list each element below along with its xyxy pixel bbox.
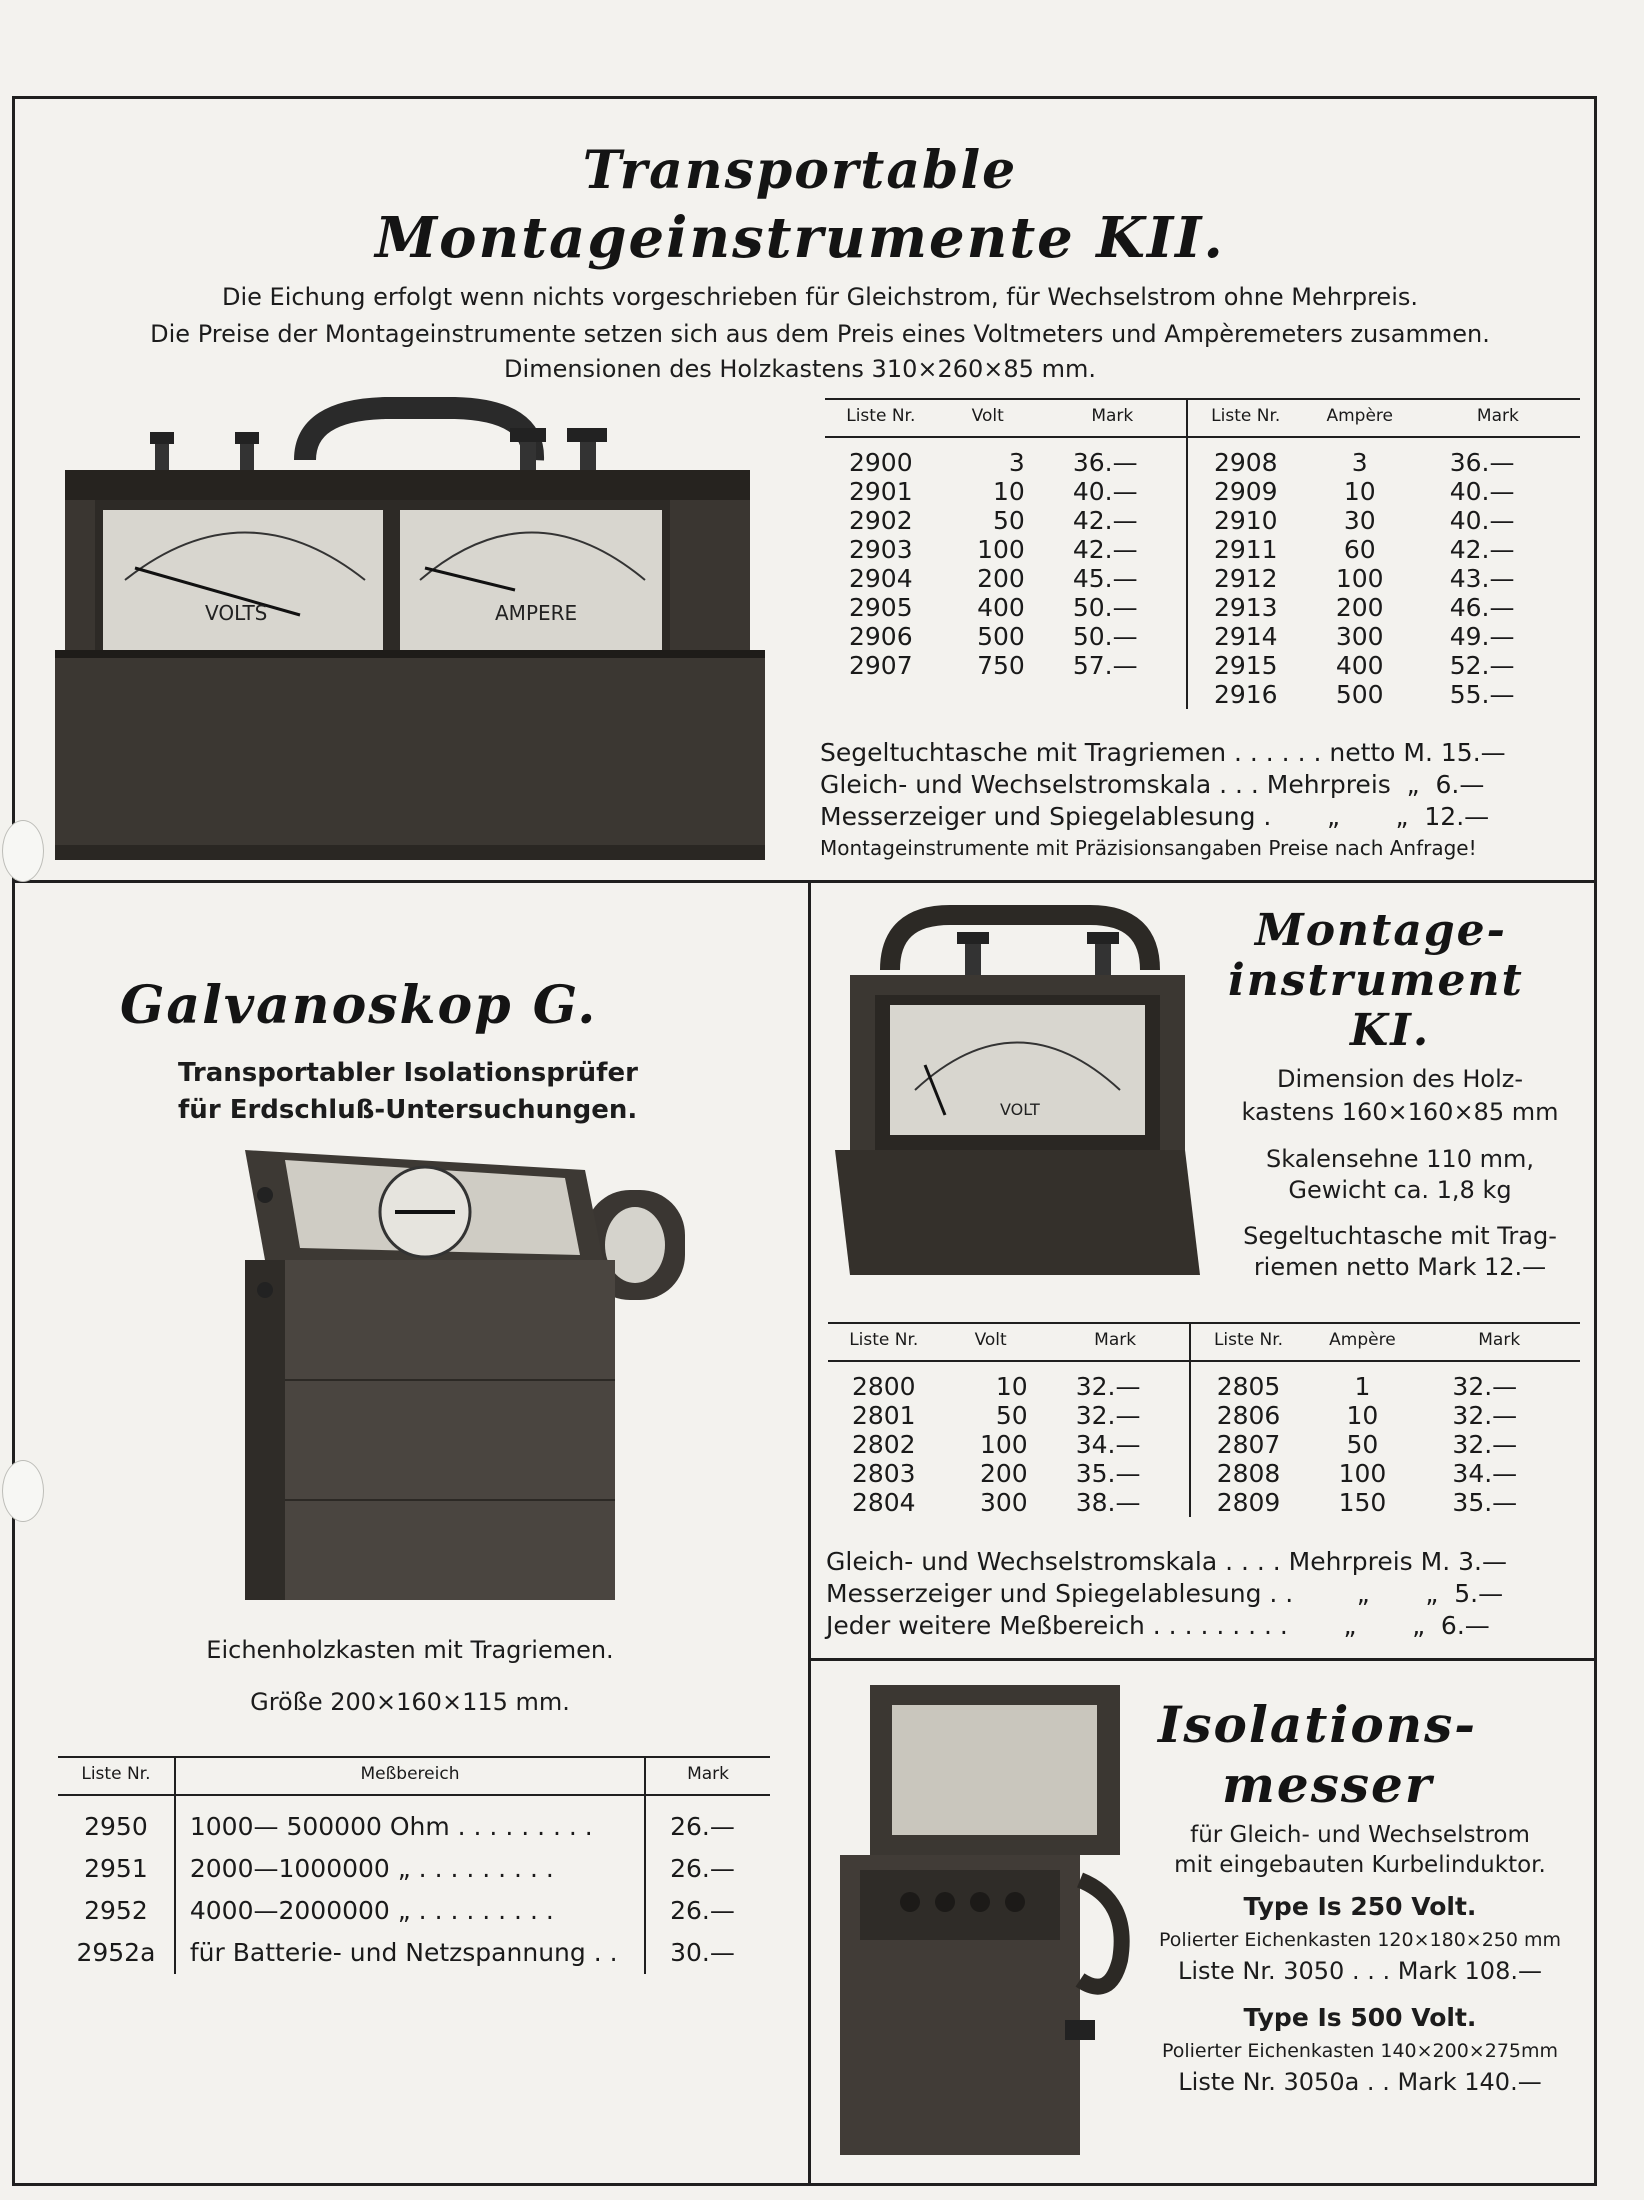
cell: 46.—: [1449, 593, 1515, 622]
col-header: Liste Nr.: [828, 1323, 940, 1361]
cell: 2915: [1187, 651, 1304, 680]
cell: [1039, 680, 1187, 709]
cell: 1: [1354, 1372, 1371, 1401]
col-header: Ampère: [1304, 399, 1416, 437]
galvanoskop-sub1: Transportabler Isolationsprüfer: [178, 1058, 638, 1088]
cell: 2808: [1190, 1459, 1307, 1488]
isolationsmesser-case500: Polierter Eichenkasten 140×200×275mm: [1161, 2040, 1559, 2062]
cell: 26.—: [645, 1890, 770, 1932]
cell: 2950: [84, 1812, 148, 1841]
table-row: [825, 535, 1580, 564]
ki-spec1: Skalensehne 110 mm,: [1266, 1145, 1534, 1173]
isolationsmesser-illustration: [830, 1680, 1130, 2170]
table-row: [825, 593, 1580, 622]
cell: 2802: [851, 1430, 916, 1459]
kii-footnote: Montageinstrumente mit Präzisionsangaben Preise nach Anfrage!: [820, 836, 1477, 860]
col-header: Liste Nr.: [1190, 1323, 1307, 1361]
table-row: [825, 680, 1580, 709]
ki-bag1: Segeltuchtasche mit Trag-: [1243, 1222, 1557, 1250]
table-row: [58, 1932, 770, 1974]
cell: 36.—: [1072, 448, 1138, 477]
cell: [937, 680, 1039, 709]
cell: 2952: [84, 1896, 148, 1925]
table-row: [828, 1401, 1580, 1430]
cell: 750: [977, 651, 1025, 680]
cell: 40.—: [1072, 477, 1138, 506]
cell: 45.—: [1072, 564, 1138, 593]
ki-title-line3: KI.: [1350, 1005, 1431, 1056]
cell: 100: [1335, 564, 1384, 593]
cell: 100: [979, 1430, 1028, 1459]
cell: 2904: [849, 564, 913, 593]
table-row: [825, 506, 1580, 535]
cell: 2908: [1187, 437, 1304, 477]
cell: 32.—: [1452, 1372, 1518, 1401]
table-row: [828, 1488, 1580, 1517]
cell: 30.—: [645, 1932, 770, 1974]
divider-top-section: [12, 880, 1597, 883]
ki-dim1: Dimension des Holz-: [1277, 1065, 1523, 1093]
ki-price-table: [828, 1322, 1580, 1517]
col-header: Liste Nr.: [1187, 399, 1304, 437]
table-row: [828, 1459, 1580, 1488]
cell: 32.—: [1075, 1401, 1141, 1430]
cell: 400: [1335, 651, 1384, 680]
cell: 52.—: [1449, 651, 1515, 680]
cell: 500: [1335, 680, 1384, 709]
cell: 2800: [851, 1372, 916, 1401]
cell: 2902: [849, 506, 913, 535]
kii-note-bag: Segeltuchtasche mit Tragriemen . . . . . . netto M. 15.—: [820, 738, 1506, 767]
cell: 32.—: [1452, 1401, 1518, 1430]
kii-desc-line2: Die Preise der Montageinstrumente setzen sich aus dem Preis eines Voltmeters und Ampèremeters zusammen.: [150, 320, 1490, 348]
ki-instrument-illustration: [830, 900, 1210, 1290]
table-row: [828, 1430, 1580, 1459]
cell: 50: [993, 506, 1025, 535]
cell: 2910: [1187, 506, 1304, 535]
cell: [825, 680, 937, 709]
isolationsmesser-case250: Polierter Eichenkasten 120×180×250 mm: [1158, 1929, 1562, 1951]
galvanoskop-price-table: [58, 1756, 770, 1974]
cell: 42.—: [1072, 535, 1138, 564]
cell: 2806: [1190, 1401, 1307, 1430]
col-header: Ampère: [1306, 1323, 1418, 1361]
col-header: Liste Nr.: [825, 399, 937, 437]
cell: 50.—: [1072, 622, 1138, 651]
ki-title-line1: Montage-: [1255, 905, 1507, 956]
cell: 2914: [1187, 622, 1304, 651]
cell: 2907: [849, 651, 913, 680]
kii-instrument-illustration: [55, 390, 780, 860]
cell: 2000—1000000 „ . . . . . . . . .: [175, 1848, 645, 1890]
isolationsmesser-type500: Type Is 500 Volt.: [1243, 2003, 1477, 2032]
cell: 2901: [849, 477, 913, 506]
galvanoskop-sub2: für Erdschluß-Untersuchungen.: [178, 1095, 638, 1125]
cell: 100: [977, 535, 1025, 564]
cell: 100: [1338, 1459, 1387, 1488]
cell: 26.—: [645, 1795, 770, 1848]
ki-dim2: kastens 160×160×85 mm: [1241, 1098, 1559, 1126]
cell: 2803: [851, 1459, 916, 1488]
cell: 2804: [851, 1488, 916, 1517]
kii-meter-right-label: AMPERE: [495, 601, 578, 625]
cell: 2951: [84, 1854, 148, 1883]
cell: 2805: [1190, 1361, 1307, 1401]
galvanoskop-title: Galvanoskop G.: [120, 975, 598, 1036]
cell: 300: [1335, 622, 1384, 651]
ki-note-range: Jeder weitere Meßbereich . . . . . . . . . „ „ 6.—: [826, 1611, 1490, 1640]
cell: 2913: [1187, 593, 1304, 622]
col-header: Mark: [645, 1757, 770, 1795]
isolationsmesser-type250: Type Is 250 Volt.: [1243, 1892, 1477, 1921]
cell: 40.—: [1449, 477, 1515, 506]
cell: 55.—: [1449, 680, 1515, 709]
isolationsmesser-list250: Liste Nr. 3050 . . . Mark 108.—: [1178, 1957, 1542, 1985]
cell: 2807: [1190, 1430, 1307, 1459]
cell: 2905: [849, 593, 913, 622]
kii-title-line1: Transportable: [582, 140, 1018, 201]
isolationsmesser-list500: Liste Nr. 3050a . . Mark 140.—: [1178, 2068, 1542, 2096]
cell: 43.—: [1449, 564, 1515, 593]
cell: 10: [1343, 477, 1376, 506]
cell: 4000—2000000 „ . . . . . . . . .: [175, 1890, 645, 1932]
cell: 34.—: [1452, 1459, 1518, 1488]
cell: 1000— 500000 Ohm . . . . . . . . .: [175, 1795, 645, 1848]
col-header: Volt: [937, 399, 1039, 437]
table-row: [825, 437, 1580, 477]
kii-title-line2: Montageinstrumente KII.: [375, 205, 1225, 271]
cell: 10: [993, 477, 1025, 506]
isolationsmesser-title-line2: messer: [1222, 1755, 1434, 1814]
cell: 200: [977, 564, 1025, 593]
cell: 38.—: [1075, 1488, 1141, 1517]
cell: 200: [979, 1459, 1028, 1488]
col-header: Meßbereich: [175, 1757, 645, 1795]
kii-meter-left-label: VOLTS: [205, 601, 268, 625]
cell: 57.—: [1072, 651, 1138, 680]
ki-title-line2: instrument: [1228, 955, 1524, 1006]
cell: 34.—: [1075, 1430, 1141, 1459]
ki-note-scale: Gleich- und Wechselstromskala . . . . Mehrpreis M. 3.—: [826, 1547, 1507, 1576]
cell: 300: [979, 1488, 1028, 1517]
col-header: Mark: [1416, 399, 1580, 437]
table-row: [825, 564, 1580, 593]
cell: 500: [977, 622, 1025, 651]
cell: 32.—: [1452, 1430, 1518, 1459]
cell: 50: [1346, 1430, 1379, 1459]
kii-note-scale: Gleich- und Wechselstromskala . . . Mehrpreis „ 6.—: [820, 770, 1485, 799]
cell: 3: [1351, 448, 1368, 477]
cell: 40.—: [1449, 506, 1515, 535]
kii-note-pointer: Messerzeiger und Spiegelablesung . „ „ 12.—: [820, 802, 1490, 831]
col-header: Liste Nr.: [58, 1757, 175, 1795]
ki-meter-label: VOLT: [1000, 1100, 1040, 1119]
table-row: [58, 1848, 770, 1890]
ki-spec2: Gewicht ca. 1,8 kg: [1288, 1176, 1512, 1204]
isolationsmesser-sub1: für Gleich- und Wechselstrom: [1190, 1822, 1530, 1848]
ki-bag2: riemen netto Mark 12.—: [1253, 1253, 1547, 1281]
cell: 35.—: [1075, 1459, 1141, 1488]
isolationsmesser-sub2: mit eingebauten Kurbelinduktor.: [1174, 1852, 1546, 1878]
cell: 2801: [851, 1401, 916, 1430]
divider-right-lower: [808, 1658, 1597, 1661]
kii-price-table: [825, 398, 1580, 709]
cell: 2903: [849, 535, 913, 564]
divider-middle-vertical: [808, 880, 811, 2186]
cell: 50.—: [1072, 593, 1138, 622]
table-row: [828, 1361, 1580, 1401]
cell: 49.—: [1449, 622, 1515, 651]
cell: 200: [1335, 593, 1384, 622]
cell: 32.—: [1075, 1372, 1141, 1401]
cell: 10: [995, 1372, 1028, 1401]
kii-desc-line3: Dimensionen des Holzkastens 310×260×85 mm.: [504, 355, 1096, 383]
col-header: Volt: [940, 1323, 1042, 1361]
cell: 2911: [1187, 535, 1304, 564]
cell: 26.—: [645, 1848, 770, 1890]
col-header: Mark: [1039, 399, 1187, 437]
cell: 2952a: [76, 1938, 156, 1967]
col-header: Mark: [1418, 1323, 1580, 1361]
cell: 2809: [1190, 1488, 1307, 1517]
punch-hole-bottom: [2, 1460, 44, 1522]
cell: 50: [995, 1401, 1028, 1430]
isolationsmesser-title-line1: Isolations-: [1158, 1695, 1477, 1754]
cell: 35.—: [1452, 1488, 1518, 1517]
galvanoskop-caption2: Größe 200×160×115 mm.: [250, 1688, 570, 1716]
cell: 2900: [849, 448, 913, 477]
cell: 400: [977, 593, 1025, 622]
cell: 2912: [1187, 564, 1304, 593]
table-row: [58, 1890, 770, 1932]
cell: 60: [1343, 535, 1376, 564]
cell: 2916: [1187, 680, 1304, 709]
col-header: Mark: [1042, 1323, 1190, 1361]
cell: 36.—: [1449, 448, 1515, 477]
cell: 2909: [1187, 477, 1304, 506]
cell: für Batterie- und Netzspannung . .: [175, 1932, 645, 1974]
ki-note-pointer: Messerzeiger und Spiegelablesung . . „ „ 5.—: [826, 1579, 1504, 1608]
galvanoskop-caption1: Eichenholzkasten mit Tragriemen.: [206, 1636, 614, 1664]
table-row: [825, 622, 1580, 651]
cell: 3: [1008, 448, 1025, 477]
galvanoskop-illustration: [225, 1150, 695, 1600]
cell: 42.—: [1449, 535, 1515, 564]
cell: 150: [1338, 1488, 1387, 1517]
table-row: [825, 651, 1580, 680]
cell: 30: [1343, 506, 1376, 535]
table-row: [58, 1795, 770, 1848]
kii-desc-line1: Die Eichung erfolgt wenn nichts vorgeschrieben für Gleichstrom, für Wechselstrom ohne Mehrpreis.: [222, 283, 1418, 311]
cell: 42.—: [1072, 506, 1138, 535]
cell: 2906: [849, 622, 913, 651]
punch-hole-top: [2, 820, 44, 882]
table-row: [825, 477, 1580, 506]
cell: 10: [1346, 1401, 1379, 1430]
